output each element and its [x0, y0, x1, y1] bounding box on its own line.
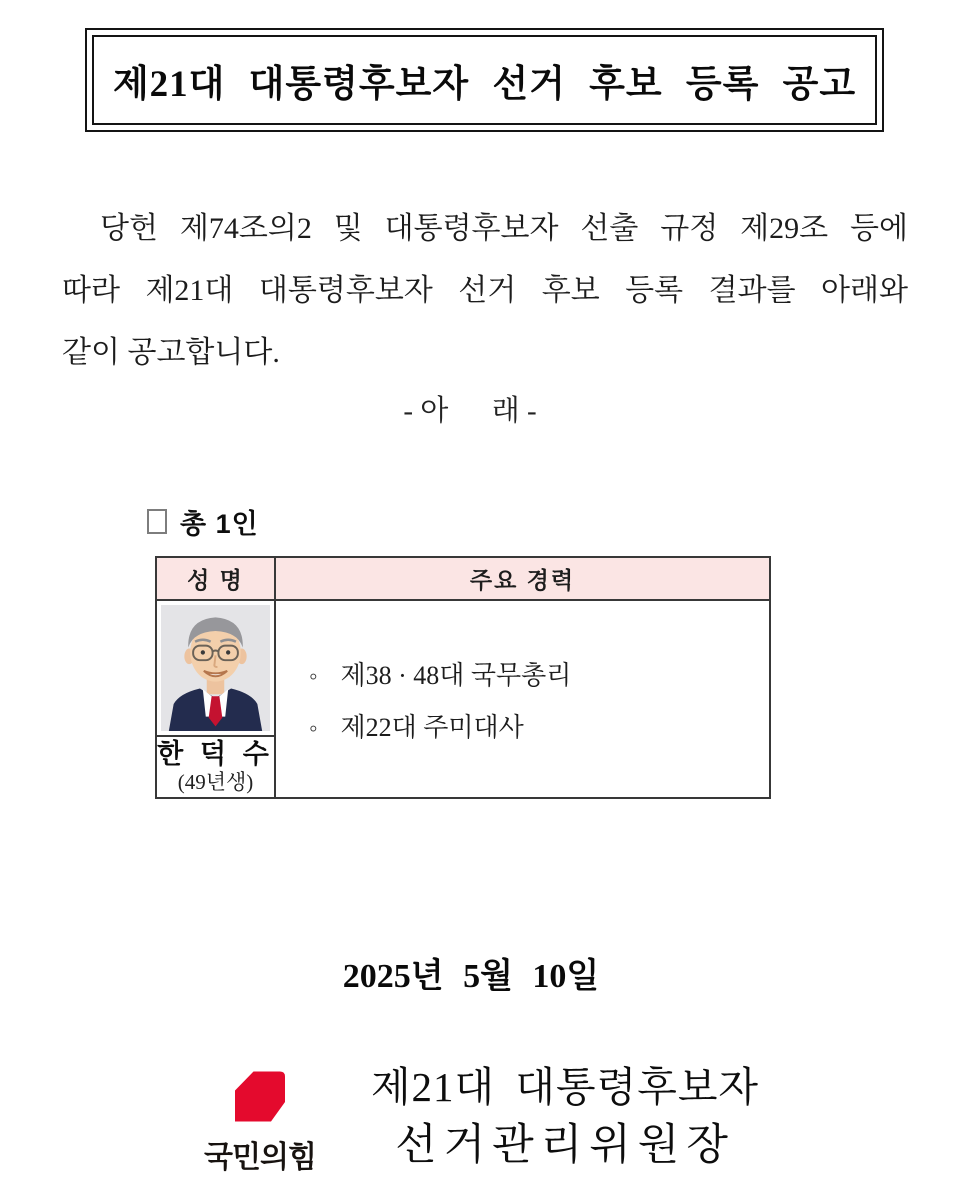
signature-line-1: 제21대 대통령후보자	[370, 1064, 760, 1110]
candidate-name-cell	[157, 601, 276, 797]
document-title: 제21대 대통령후보자 선거 후보 등록 공고	[112, 64, 857, 105]
candidate-birth-year: (49년생)	[177, 770, 254, 794]
body-line-2: 따라 제21대 대통령후보자 선거 후보 등록 결과를 아래와	[62, 274, 908, 307]
signature-block	[330, 1062, 800, 1172]
candidate-table	[155, 556, 771, 799]
bullet-circle-icon: ◦	[309, 663, 318, 690]
career-text: 제38 · 48대 국무총리	[340, 660, 572, 690]
candidate-name-block	[157, 737, 274, 797]
table-header-career: 주요 경력	[276, 558, 769, 601]
checkbox-square-icon	[147, 509, 167, 534]
career-item	[309, 707, 769, 744]
candidate-photo	[157, 601, 274, 737]
body-paragraph	[62, 198, 908, 384]
title-box-inner	[92, 35, 877, 125]
body-line-1: 당헌 제74조의2 및 대통령후보자 선출 규정 제29조 등에	[100, 212, 908, 245]
total-section-heading	[147, 502, 259, 541]
party-name: 국민의힘	[204, 1141, 316, 1174]
career-item	[309, 655, 769, 692]
below-divider: - 아 래 -	[403, 395, 537, 427]
candidate-name: 한 덕 수	[157, 739, 274, 769]
total-heading-label: 총 1인	[180, 509, 259, 539]
candidate-portrait-icon	[161, 605, 270, 731]
body-line-3: 같이 공고합니다.	[62, 336, 280, 369]
candidate-career-cell	[276, 601, 769, 797]
table-header-name: 성 명	[157, 558, 276, 601]
title-box	[85, 28, 884, 132]
people-power-party-logo-icon	[235, 1068, 285, 1125]
document-date: 2025년 5월 10일	[342, 958, 600, 995]
party-logo-block	[197, 1068, 323, 1176]
career-text: 제22대 주미대사	[340, 712, 524, 742]
bullet-circle-icon: ◦	[309, 715, 318, 742]
signature-line-2: 선거관리위원장	[395, 1122, 735, 1169]
